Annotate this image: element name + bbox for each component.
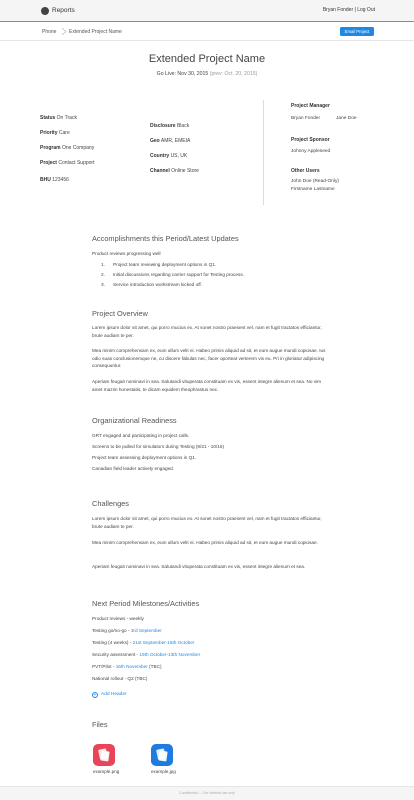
- field-value: Black: [176, 123, 190, 129]
- field-value: One Company: [61, 145, 95, 151]
- list-number: 3.: [101, 282, 105, 287]
- file-item[interactable]: [151, 744, 179, 775]
- field-program: [40, 145, 94, 152]
- milestone-item: [92, 627, 327, 635]
- field-label: Channel: [150, 168, 170, 174]
- milestone-date-link[interactable]: 21st September-16th October: [132, 640, 195, 645]
- logout-link[interactable]: Log Out: [357, 7, 375, 13]
- list-item: [101, 272, 244, 279]
- user-menu-separator: |: [354, 7, 356, 13]
- go-live-current: Go Live: Nov 30, 2015: [156, 71, 209, 77]
- field-value: Contact Support: [58, 160, 95, 166]
- other-user-2: Firstname Lastname: [291, 187, 335, 192]
- page-title: Extended Project Name: [148, 53, 266, 65]
- field-label: Geo: [150, 138, 160, 144]
- challenges-paragraph: Lorem ipsum dolor sit amet, qui porro mucius ex. At sonet nostro praesent vel, nam et fugit tractatos efficiantur, brute audiam te per.: [92, 516, 322, 529]
- breadcrumb-item-phone[interactable]: Phone: [42, 29, 57, 35]
- field-label: Country: [150, 153, 170, 159]
- page-footer: Confidential — For internal use only: [0, 786, 414, 800]
- user-name-link[interactable]: Bryan Fonder: [322, 7, 354, 13]
- other-users-label: Other Users: [291, 168, 320, 174]
- milestone-item: [92, 663, 327, 671]
- project-manager-1: Bryan Fonder: [291, 116, 321, 121]
- overview-heading: Project Overview: [92, 309, 148, 318]
- field-label: BHU: [40, 177, 51, 183]
- field-value: AMR, EMEIA: [160, 138, 191, 144]
- list-text: Initial discussions regarding carrier support for Testing process.: [113, 272, 244, 277]
- field-bhu: [40, 177, 69, 184]
- challenges-paragraph: Mea minim comprehensam ex, eum ullum velit ei. Habeo primis aliquid ad sit, et eum augue mundi copiosae.: [92, 540, 318, 545]
- list-text: Service introduction workstream kicked off.: [113, 282, 203, 287]
- list-item: [101, 282, 202, 289]
- field-channel: [150, 168, 199, 175]
- add-header-label: Add Header: [101, 692, 127, 697]
- list-text: Project team reviewing deployment options in Q1.: [113, 262, 217, 267]
- breadcrumb: [0, 23, 414, 41]
- image-file-icon: [93, 744, 115, 766]
- project-sponsor-label: Project Sponsor: [291, 137, 330, 143]
- go-live-date: [0, 71, 414, 78]
- field-label: Priority: [40, 130, 58, 136]
- readiness-line: GRT engaged and participating in project calls.: [92, 433, 190, 438]
- milestone-text: National rollout - Q2 (TBC): [92, 676, 148, 681]
- milestone-text: PVT/Pilot -: [92, 664, 116, 669]
- milestone-item: [92, 615, 327, 623]
- list-item: [101, 262, 216, 269]
- readiness-heading: Organizational Readiness: [92, 416, 177, 425]
- challenges-heading: Challenges: [92, 499, 129, 508]
- milestone-text: Testing (4 weeks) -: [92, 640, 133, 645]
- milestone-date-link[interactable]: 19th October-13th November: [139, 652, 201, 657]
- overview-paragraph: Mea minim comprehensam ex, eum ullum velit ei. Habeo primis aliquid ad sit, et eum augue mundi copiosae. Ius odio suas conclusionemque ne, cu discere fabulas nec, facer oporteat verterem vis eu. Pri in gloriatur adipiscing consequuntur.: [92, 348, 326, 369]
- field-value: Online Store: [171, 168, 199, 174]
- project-manager-2: Jane Doe: [336, 116, 357, 121]
- field-label: Project: [40, 160, 57, 166]
- field-label: Program: [40, 145, 61, 151]
- field-value: US, UK: [170, 153, 188, 159]
- other-user-1: John Doe (Read-Only): [291, 179, 339, 184]
- user-menu: [323, 7, 375, 14]
- accomplishments-heading: Accomplishments this Period/Latest Updates: [92, 234, 239, 243]
- field-status: [40, 115, 77, 122]
- divider: [263, 100, 264, 205]
- field-disclosure: [150, 123, 189, 130]
- add-header-button[interactable]: [92, 692, 127, 699]
- plus-circle-icon: +: [93, 692, 97, 698]
- milestone-text: Product reviews - weekly: [92, 616, 144, 621]
- go-live-previous: (prev: Oct. 20, 2015): [209, 71, 258, 77]
- image-file-icon: [151, 744, 173, 766]
- milestone-suffix: (TBC): [147, 664, 162, 669]
- project-manager-label: Project Manager: [291, 103, 330, 109]
- overview-paragraph: Lorem ipsum dolor sit amet, qui porro mucius ex. At sonet nostro praesent vel, nam et fugit tractatos efficiantur, brute audiam te per.: [92, 325, 322, 338]
- milestone-text: Security assessment -: [92, 652, 140, 657]
- field-value: On Track: [56, 115, 77, 121]
- milestone-item: [92, 651, 327, 659]
- field-value: Care: [58, 130, 70, 136]
- field-geo: [150, 138, 190, 145]
- milestone-item: [92, 639, 327, 647]
- top-bar: [0, 0, 414, 22]
- field-project: [40, 160, 94, 167]
- chevron-right-icon: [60, 27, 68, 36]
- accomplishments-intro: Product reviews progressing well: [92, 251, 161, 256]
- files-heading: Files: [92, 720, 108, 729]
- field-priority: [40, 130, 70, 137]
- field-country: [150, 153, 187, 160]
- milestone-date-link[interactable]: 3rd September: [130, 628, 162, 633]
- file-item[interactable]: [93, 744, 121, 775]
- list-number: 2.: [101, 272, 105, 277]
- app-title[interactable]: Reports: [52, 7, 75, 14]
- field-label: Disclosure: [150, 123, 176, 129]
- field-value: 123456: [52, 177, 69, 183]
- readiness-line: Canadian field leader actively engaged.: [92, 466, 175, 471]
- readiness-line: Project team assessing deployment options in Q1.: [92, 455, 197, 460]
- app-logo-icon[interactable]: [41, 7, 49, 15]
- milestone-text: Testing go/no-go -: [92, 628, 131, 633]
- file-name: example.png: [93, 769, 120, 774]
- readiness-line: Screens to be pulled for simulators during Testing (9/21 - 10/16): [92, 444, 225, 449]
- challenges-paragraph: Aperiam feugait nominavi in sea. Salutandi vituperata constituam ex vis, essent integre alienum et sea.: [92, 564, 306, 569]
- file-name: example.jpg: [151, 769, 176, 774]
- project-sponsor: Johnny Appleseed: [291, 149, 331, 154]
- field-label: Status: [40, 115, 56, 121]
- overview-paragraph: Aperiam feugait nominavi in sea. Salutandi vituperata constituam ex vis, essent integre alienum et sea. No vim amet mazim honestatis, te dicam equidem theophrastus nec.: [92, 379, 322, 392]
- list-number: 1.: [101, 262, 105, 267]
- email-project-button[interactable]: Email Project: [340, 27, 374, 36]
- breadcrumb-item-project[interactable]: Extended Project Name: [69, 29, 122, 35]
- milestones-heading: Next Period Milestones/Activities: [92, 599, 200, 608]
- milestone-date-link[interactable]: 16th November: [115, 664, 148, 669]
- milestone-item: [92, 675, 327, 683]
